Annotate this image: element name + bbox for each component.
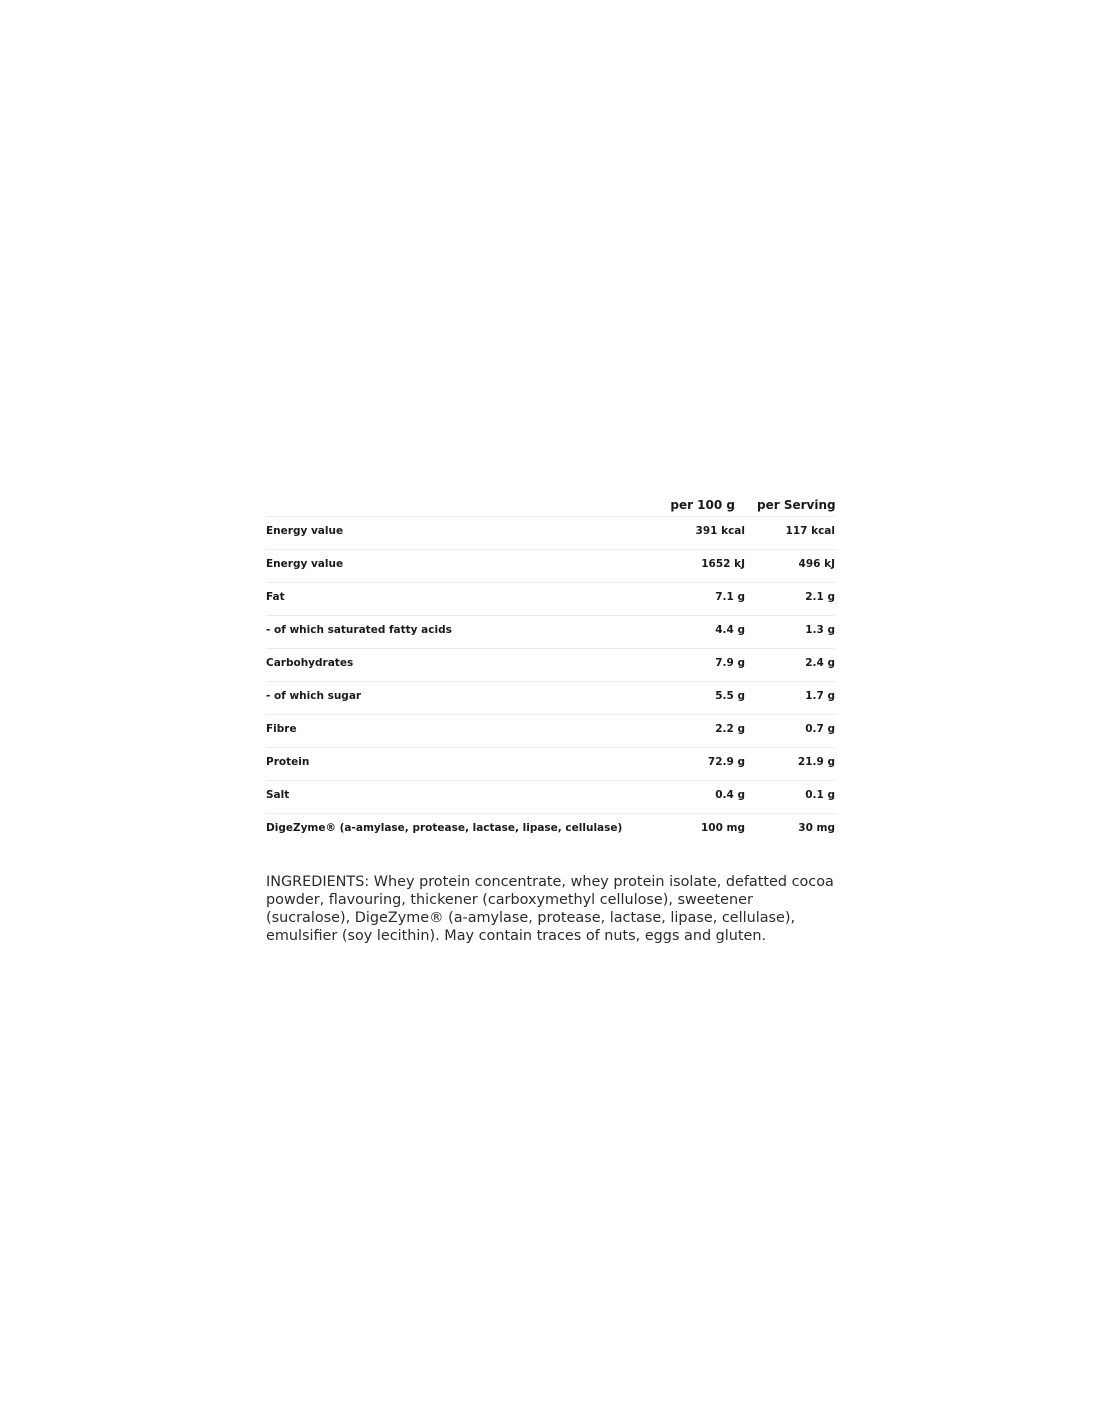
value-per-serving: 21.9 g (797, 756, 835, 768)
value-per-serving: 1.3 g (805, 624, 835, 636)
ingredients-text: INGREDIENTS: Whey protein concentrate, whey protein isolate, defatted cocoa powder, flavouring, thickener (carboxymethyl cellulose), sweetener (sucralose), DigeZyme® (a-amylase, protease, lactase, lipase, cellulase), emulsifier (soy lecithin). May contain traces of nuts, eggs and gluten. (266, 874, 834, 945)
value-per-serving: 117 kcal (785, 525, 835, 537)
value-per-serving: 2.4 g (805, 657, 835, 669)
value-per-100g: 4.4 g (715, 624, 745, 636)
nutrient-label: DigeZyme® (a-amylase, protease, lactase, lipase, cellulase) (266, 822, 623, 834)
table-row (266, 715, 836, 748)
value-per-100g: 2.2 g (715, 723, 745, 735)
value-per-serving: 2.1 g (805, 591, 835, 603)
nutrient-label: Fat (266, 591, 285, 603)
table-row (266, 682, 836, 715)
nutrient-label: Energy value (266, 558, 344, 570)
nutrient-label: - of which sugar (266, 690, 362, 702)
table-row (266, 550, 836, 583)
value-per-serving: 0.7 g (805, 723, 835, 735)
table-row (266, 616, 836, 649)
value-per-serving: 30 mg (798, 822, 835, 834)
table-row (266, 814, 836, 847)
value-per-serving: 1.7 g (805, 690, 835, 702)
table-row (266, 517, 836, 550)
nutrient-label: - of which saturated fatty acids (266, 624, 452, 636)
nutrient-label: Salt (266, 789, 290, 801)
value-per-100g: 0.4 g (715, 789, 745, 801)
value-per-100g: 100 mg (700, 822, 745, 834)
nutrient-label: Protein (266, 756, 310, 768)
value-per-100g: 391 kcal (695, 525, 745, 537)
table-row (266, 583, 836, 616)
value-per-serving: 496 kJ (798, 558, 835, 570)
column-header-per-serving: per Serving (757, 498, 836, 512)
value-per-serving: 0.1 g (805, 789, 835, 801)
table-row (266, 748, 836, 781)
nutrient-label: Carbohydrates (266, 657, 354, 669)
column-header-per-100g: per 100 g (670, 498, 735, 512)
value-per-100g: 1652 kJ (701, 558, 745, 570)
nutrition-table-header (266, 492, 836, 517)
nutrient-label: Fibre (266, 723, 297, 735)
value-per-100g: 72.9 g (707, 756, 745, 768)
table-row (266, 649, 836, 682)
value-per-100g: 7.9 g (715, 657, 745, 669)
nutrient-label: Energy value (266, 525, 344, 537)
nutrition-table (266, 492, 836, 847)
table-row (266, 781, 836, 814)
value-per-100g: 7.1 g (715, 591, 745, 603)
value-per-100g: 5.5 g (715, 690, 745, 702)
